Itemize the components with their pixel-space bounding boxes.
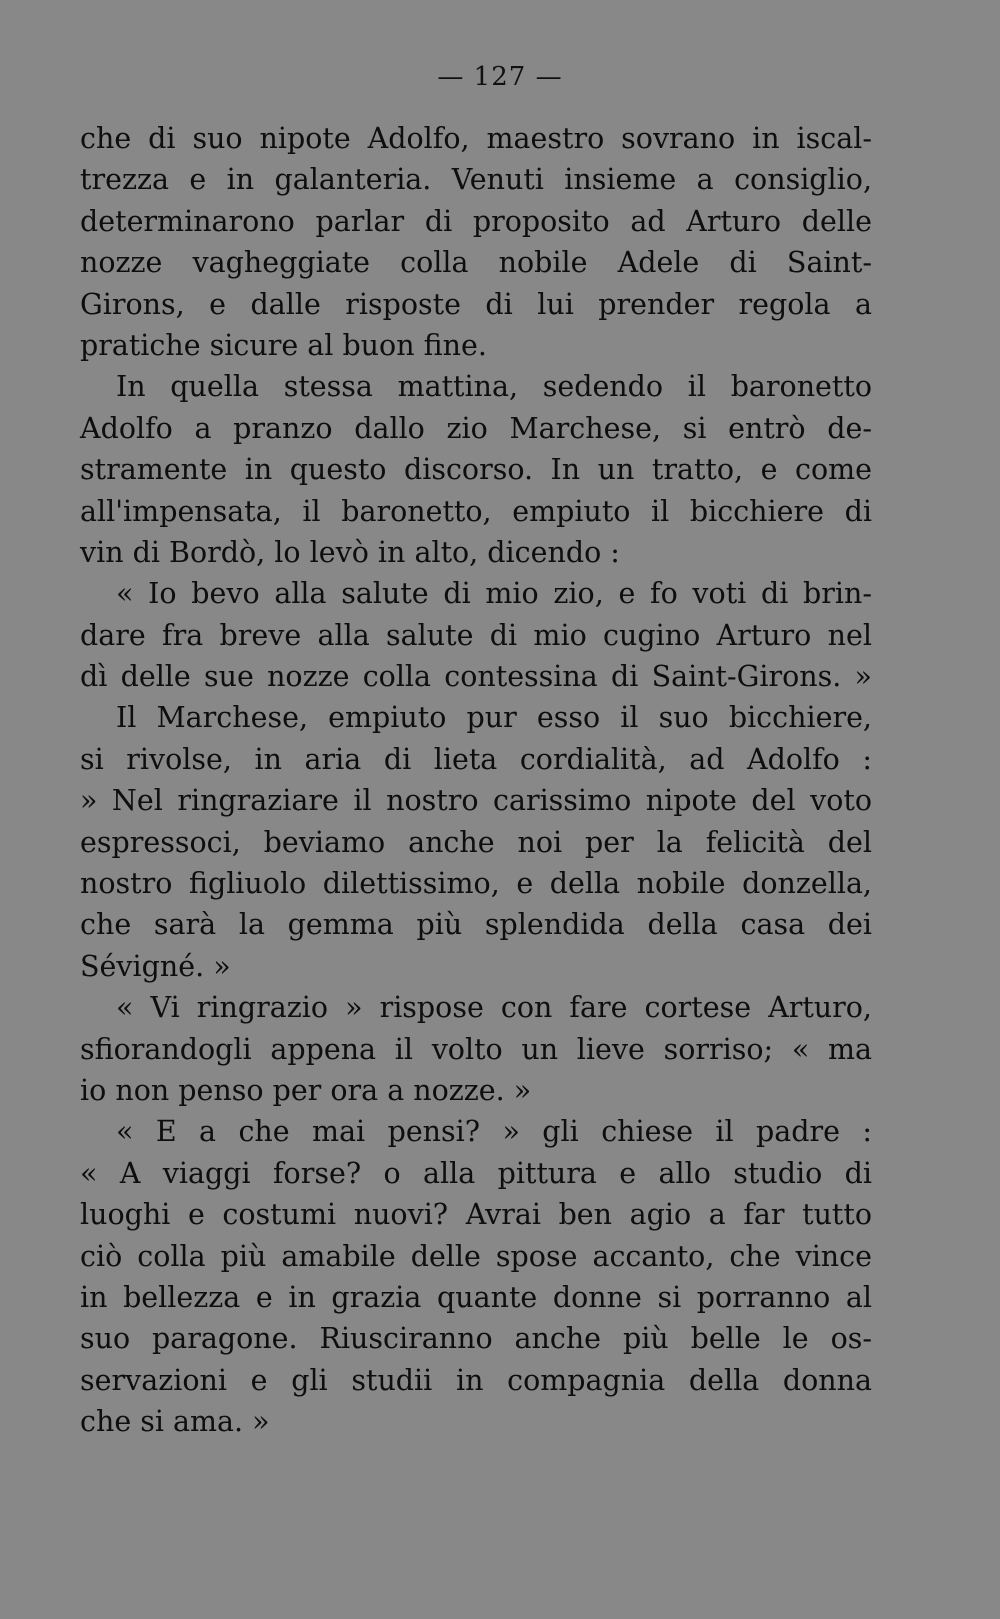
- text-line: Adolfo a pranzo dallo zio Marchese, si entrò de-: [80, 411, 872, 445]
- text-line: io non penso per ora a nozze. »: [80, 1073, 532, 1107]
- page-number: — 127 —: [437, 62, 563, 92]
- body-text: [80, 118, 872, 1443]
- text-line: in bellezza e in grazia quante donne si porranno al: [80, 1280, 872, 1314]
- text-line: « A viaggi forse? o alla pittura e allo studio di: [80, 1156, 872, 1190]
- text-line: che sarà la gemma più splendida della casa dei: [80, 908, 872, 942]
- text-line: « Io bevo alla salute di mio zio, e fo voti di brin-: [116, 577, 872, 611]
- text-line: all'impensata, il baronetto, empiuto il bicchiere di: [80, 494, 872, 528]
- text-line: che di suo nipote Adolfo, maestro sovrano in iscal-: [80, 122, 872, 155]
- text-line: » Nel ringraziare il nostro carissimo nipote del voto: [80, 784, 872, 818]
- text-line: pratiche sicure al buon fine.: [80, 328, 487, 362]
- text-line: luoghi e costumi nuovi? Avrai ben agio a far tutto: [80, 1198, 872, 1232]
- text-line: Il Marchese, empiuto pur esso il suo bicchiere,: [116, 701, 872, 735]
- text-line: Girons, e dalle risposte di lui prender regola a: [80, 287, 872, 321]
- text-line: vin di Bordò, lo levò in alto, dicendo :: [80, 535, 620, 569]
- text-line: nozze vagheggiate colla nobile Adele di Saint-: [80, 246, 872, 280]
- text-line: si rivolse, in aria di lieta cordialità, ad Adolfo :: [80, 742, 872, 776]
- text-line: espressoci, beviamo anche noi per la felicità del: [80, 825, 872, 859]
- text-line: che si ama. »: [80, 1405, 270, 1439]
- text-line: dare fra breve alla salute di mio cugino Arturo nel: [80, 618, 872, 652]
- text-line: servazioni e gli studii in compagnia della donna: [80, 1363, 872, 1397]
- text-line: trezza e in galanteria. Venuti insieme a consiglio,: [80, 163, 872, 197]
- text-line: dì delle sue nozze colla contessina di Saint-Girons. »: [80, 660, 872, 694]
- text-line: nostro figliuolo dilettissimo, e della nobile donzella,: [80, 867, 872, 901]
- text-line: « E a che mai pensi? » gli chiese il padre :: [116, 1115, 872, 1149]
- text-line: « Vi ringrazio » rispose con fare cortese Arturo,: [116, 991, 872, 1025]
- text-line: determinarono parlar di proposito ad Arturo delle: [80, 204, 872, 238]
- text-line: Sévigné. »: [80, 949, 231, 983]
- text-line: sfiorandogli appena il volto un lieve sorriso; « ma: [80, 1032, 872, 1066]
- text-line: In quella stessa mattina, sedendo il baronetto: [116, 370, 872, 404]
- text-line: ciò colla più amabile delle spose accanto, che vince: [80, 1239, 872, 1273]
- text-line: suo paragone. Riusciranno anche più belle le os-: [80, 1322, 872, 1356]
- text-line: stramente in questo discorso. In un tratto, e come: [80, 453, 872, 487]
